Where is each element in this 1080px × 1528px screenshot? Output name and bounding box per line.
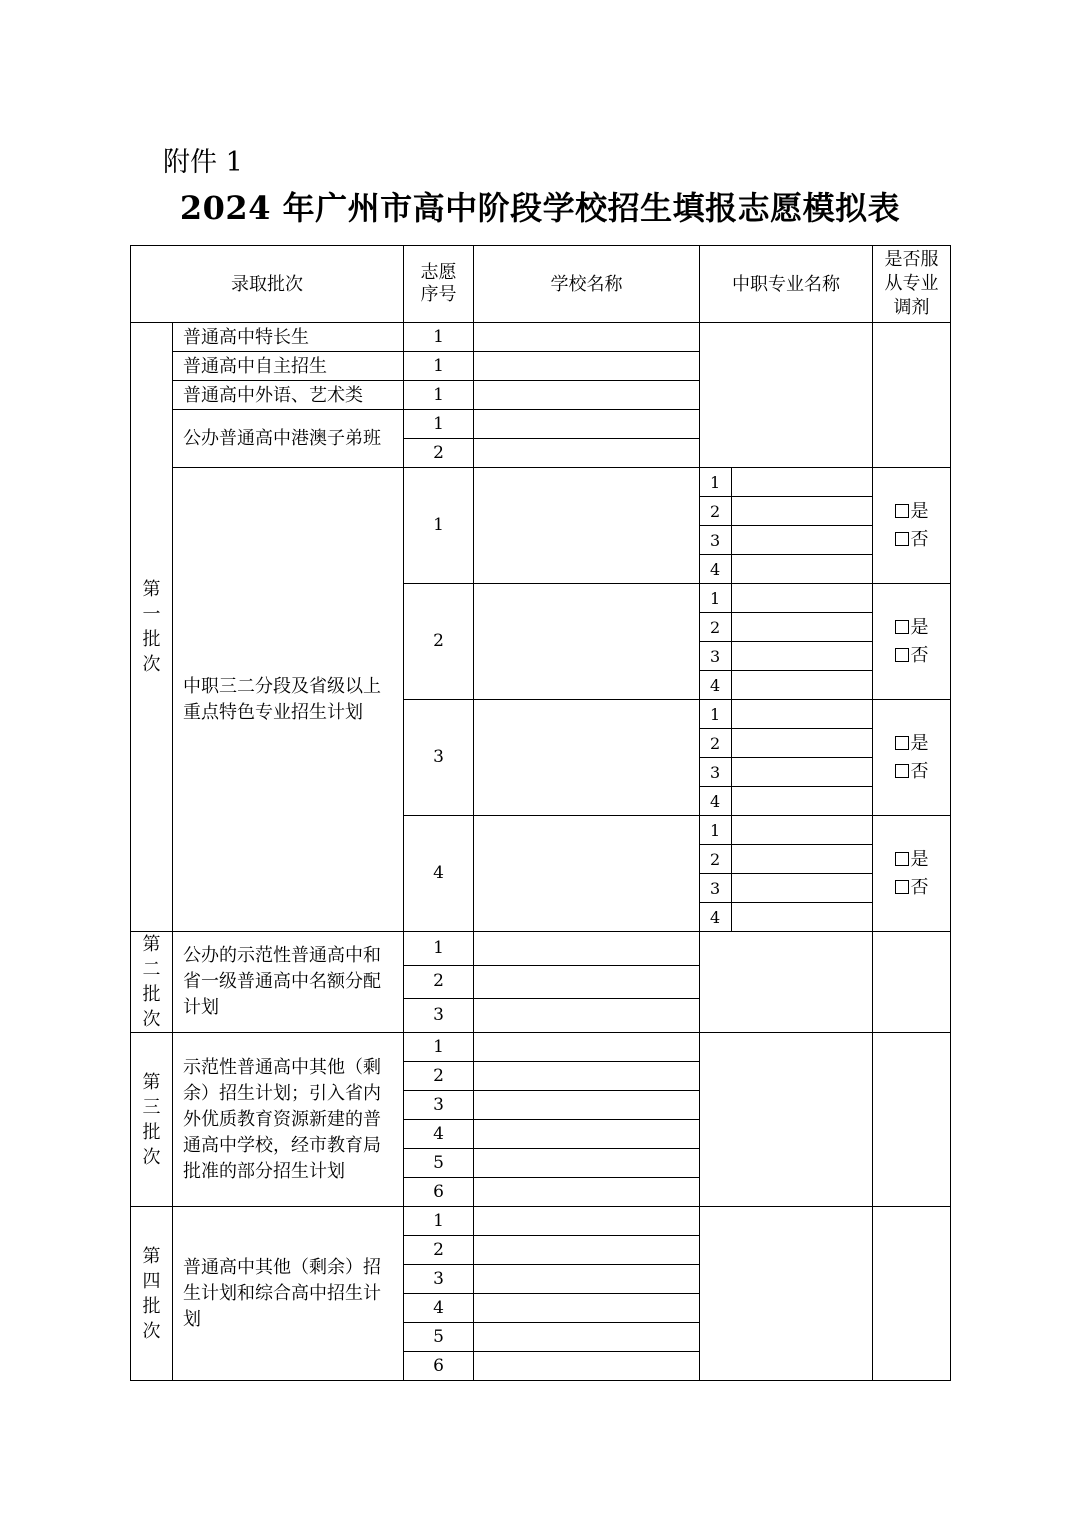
adjust-blank <box>873 932 951 1033</box>
major-blank <box>700 932 873 1033</box>
major-input[interactable] <box>732 787 873 816</box>
adjust-options <box>873 816 951 932</box>
volunteer-form-table <box>130 245 951 1381</box>
major-number: 4 <box>700 555 732 584</box>
school-input[interactable] <box>474 1091 700 1120</box>
adjust-yes-option[interactable]: 是 <box>873 730 950 758</box>
choice-number: 6 <box>404 1352 474 1381</box>
choice-number: 1 <box>404 932 474 966</box>
header-school: 学校名称 <box>474 246 700 323</box>
major-number: 4 <box>700 787 732 816</box>
school-input[interactable] <box>474 932 700 966</box>
major-input[interactable] <box>732 497 873 526</box>
attachment-label: 附件 1 <box>163 147 243 178</box>
checkbox-icon[interactable] <box>895 648 909 662</box>
batch4-plan: 普通高中其他（剩余）招生计划和综合高中招生计划 <box>173 1207 404 1381</box>
school-input[interactable] <box>474 381 700 410</box>
school-input[interactable] <box>474 352 700 381</box>
vocational-choice-number: 2 <box>404 584 474 700</box>
major-number: 4 <box>700 903 732 932</box>
major-number: 2 <box>700 497 732 526</box>
school-input[interactable] <box>474 1149 700 1178</box>
adjust-yes-option[interactable]: 是 <box>873 846 950 874</box>
header-batch: 录取批次 <box>131 246 404 323</box>
checkbox-icon[interactable] <box>895 852 909 866</box>
adjust-no-option[interactable]: 否 <box>873 758 950 786</box>
header-order: 志愿序号 <box>404 246 474 323</box>
adjust-no-option[interactable]: 否 <box>873 874 950 902</box>
adjust-blank <box>873 1033 951 1207</box>
batch1-row-specialty: 普通高中特长生 <box>173 323 404 352</box>
major-input[interactable] <box>732 874 873 903</box>
major-input[interactable] <box>732 642 873 671</box>
major-number: 1 <box>700 468 732 497</box>
major-number: 3 <box>700 526 732 555</box>
adjust-blank <box>873 1207 951 1381</box>
batch3-label: 第 三 批 次 <box>131 1033 173 1207</box>
school-input[interactable] <box>474 1236 700 1265</box>
major-blank <box>700 1033 873 1207</box>
school-input[interactable] <box>474 439 700 468</box>
major-input[interactable] <box>732 729 873 758</box>
checkbox-icon[interactable] <box>895 504 909 518</box>
major-input[interactable] <box>732 671 873 700</box>
school-input[interactable] <box>474 1178 700 1207</box>
major-number: 4 <box>700 671 732 700</box>
school-input[interactable] <box>474 1294 700 1323</box>
adjust-blank <box>873 323 951 468</box>
adjust-no-option[interactable]: 否 <box>873 642 950 670</box>
major-input[interactable] <box>732 584 873 613</box>
major-input[interactable] <box>732 903 873 932</box>
choice-number: 3 <box>404 1265 474 1294</box>
choice-number: 1 <box>404 410 474 439</box>
major-input[interactable] <box>732 526 873 555</box>
choice-number: 1 <box>404 1207 474 1236</box>
choice-number: 1 <box>404 381 474 410</box>
major-number: 3 <box>700 642 732 671</box>
school-input[interactable] <box>474 1352 700 1381</box>
major-number: 2 <box>700 845 732 874</box>
choice-number: 4 <box>404 1120 474 1149</box>
batch4-label: 第 四 批 次 <box>131 1207 173 1381</box>
batch1-vocational-plan: 中职三二分段及省级以上重点特色专业招生计划 <box>173 468 404 932</box>
school-input[interactable] <box>474 816 700 932</box>
batch2-plan: 公办的示范性普通高中和省一级普通高中名额分配计划 <box>173 932 404 1033</box>
school-input[interactable] <box>474 1207 700 1236</box>
batch1-row-hk-macao: 公办普通高中港澳子弟班 <box>173 410 404 468</box>
form-title: 2024 年广州市高中阶段学校招生填报志愿模拟表 <box>179 189 901 227</box>
school-input[interactable] <box>474 468 700 584</box>
header-adjust: 是否服从专业调剂 <box>873 246 951 323</box>
school-input[interactable] <box>474 323 700 352</box>
adjust-options <box>873 468 951 584</box>
choice-number: 2 <box>404 1236 474 1265</box>
batch3-plan: 示范性普通高中其他（剩余）招生计划；引入省内外优质教育资源新建的普通高中学校，经市教育局批准的部分招生计划 <box>173 1033 404 1207</box>
choice-number: 1 <box>404 323 474 352</box>
choice-number: 6 <box>404 1178 474 1207</box>
school-input[interactable] <box>474 700 700 816</box>
choice-number: 2 <box>404 439 474 468</box>
major-input[interactable] <box>732 845 873 874</box>
vocational-choice-number: 3 <box>404 700 474 816</box>
major-input[interactable] <box>732 468 873 497</box>
school-input[interactable] <box>474 584 700 700</box>
choice-number: 5 <box>404 1323 474 1352</box>
major-blank <box>700 323 873 468</box>
vocational-choice-number: 4 <box>404 816 474 932</box>
major-input[interactable] <box>732 613 873 642</box>
adjust-options <box>873 700 951 816</box>
major-number: 2 <box>700 613 732 642</box>
choice-number: 1 <box>404 1033 474 1062</box>
school-input[interactable] <box>474 999 700 1033</box>
major-input[interactable] <box>732 758 873 787</box>
checkbox-icon[interactable] <box>895 736 909 750</box>
checkbox-icon[interactable] <box>895 764 909 778</box>
choice-number: 4 <box>404 1294 474 1323</box>
school-input[interactable] <box>474 410 700 439</box>
school-input[interactable] <box>474 1062 700 1091</box>
adjust-options <box>873 584 951 700</box>
choice-number: 3 <box>404 999 474 1033</box>
school-input[interactable] <box>474 1033 700 1062</box>
vocational-choice-number: 1 <box>404 468 474 584</box>
adjust-yes-option[interactable]: 是 <box>873 498 950 526</box>
major-number: 3 <box>700 874 732 903</box>
major-number: 1 <box>700 700 732 729</box>
school-input[interactable] <box>474 1323 700 1352</box>
choice-number: 2 <box>404 965 474 999</box>
major-number: 3 <box>700 758 732 787</box>
major-blank <box>700 1207 873 1381</box>
header-major: 中职专业名称 <box>700 246 873 323</box>
major-input[interactable] <box>732 555 873 584</box>
checkbox-icon[interactable] <box>895 880 909 894</box>
batch1-row-language-arts: 普通高中外语、艺术类 <box>173 381 404 410</box>
major-input[interactable] <box>732 816 873 845</box>
choice-number: 3 <box>404 1091 474 1120</box>
batch1-label: 第 一 批 次 <box>131 323 173 932</box>
adjust-yes-option[interactable]: 是 <box>873 614 950 642</box>
major-number: 1 <box>700 584 732 613</box>
school-input[interactable] <box>474 1120 700 1149</box>
choice-number: 1 <box>404 352 474 381</box>
adjust-no-option[interactable]: 否 <box>873 526 950 554</box>
checkbox-icon[interactable] <box>895 620 909 634</box>
checkbox-icon[interactable] <box>895 532 909 546</box>
choice-number: 2 <box>404 1062 474 1091</box>
batch1-row-autonomous: 普通高中自主招生 <box>173 352 404 381</box>
choice-number: 5 <box>404 1149 474 1178</box>
school-input[interactable] <box>474 965 700 999</box>
major-number: 2 <box>700 729 732 758</box>
batch2-label: 第 二 批 次 <box>131 932 173 1033</box>
major-number: 1 <box>700 816 732 845</box>
school-input[interactable] <box>474 1265 700 1294</box>
major-input[interactable] <box>732 700 873 729</box>
